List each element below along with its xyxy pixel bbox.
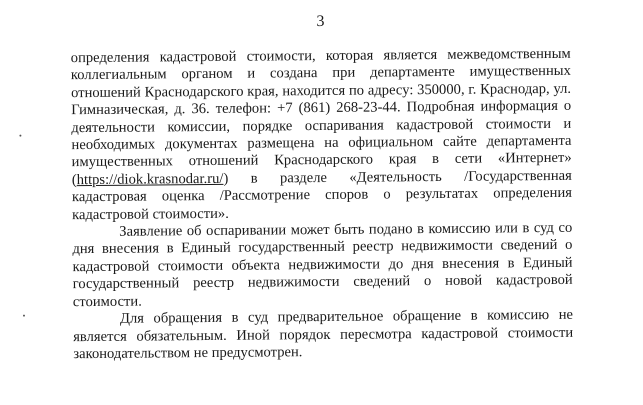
paragraph-court-appeal: Для обращения в суд предварительное обращение в комиссию не является обязательным. Иной порядок пересмотра кадастровой стоимости законодательством не предусмотрен. xyxy=(73,306,574,363)
website-link[interactable]: https://diok.krasnodar.ru/ xyxy=(76,170,224,188)
paragraph-text: ) в разделе «Деятельность /Государственная кадастровая оценка /Рассмотрение споров о результатах определения кадастровой стоимости». xyxy=(71,167,573,223)
paragraph-commission-info xyxy=(71,46,572,224)
scan-speck xyxy=(23,315,25,317)
paragraph-application-period: Заявление об оспаривании может быть подано в комиссию или в суд со дня внесения в Единый государственный реестр недвижимости сведений о кадастровой стоимости объекта недвижимости до дня внесения в Единый государственный реестр недвижимости сведений о новой кадастровой стоимости. xyxy=(72,219,573,310)
scan-speck xyxy=(19,135,21,137)
document-body xyxy=(71,46,574,364)
paragraph-text: определения кадастровой стоимости, которая является межведомственным коллегиальным органом и создана при департаменте имущественных отношений Краснодарского края, находится по адресу: 350000, г. Краснодар, ул. Гимназическая, д. 36. телефон: +7 (861) 268-23-44. Подробная информация о деятельности комиссии, порядке оспаривания кадастровой стоимости и необходимых документах размещена на официальном сайте департамента имущественных отношений Краснодарского края в сети «Интернет» ( xyxy=(70,45,572,189)
page-number: 3 xyxy=(316,12,325,31)
